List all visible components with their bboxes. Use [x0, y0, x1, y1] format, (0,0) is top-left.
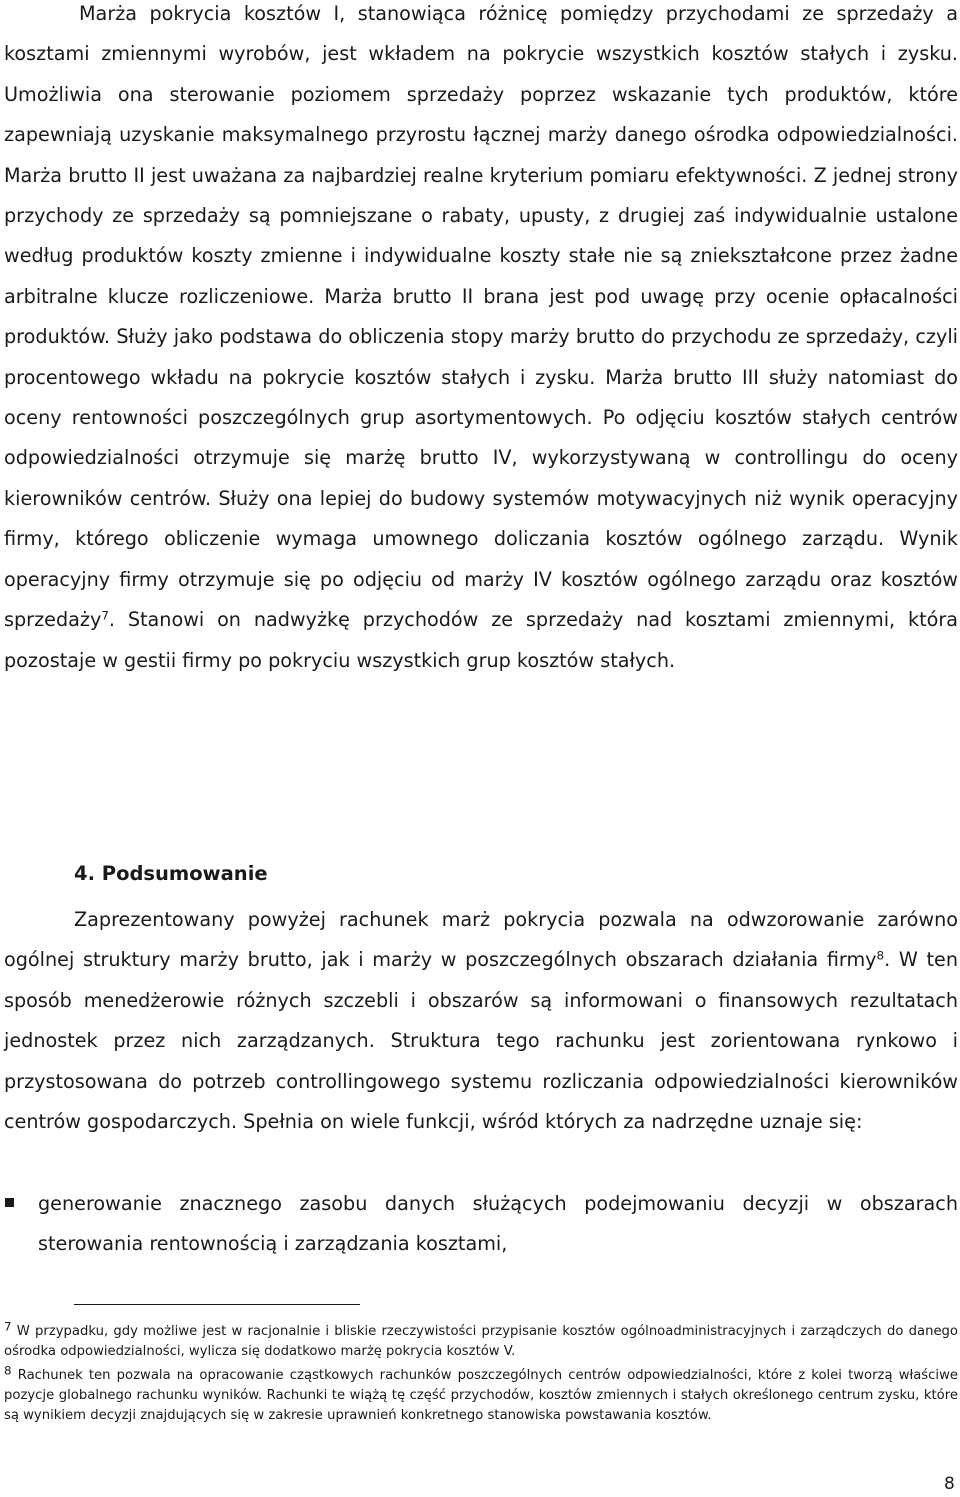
section-number: 4.	[74, 862, 95, 885]
paragraph-contribution-margins	[4, 0, 958, 681]
footnote-text: W przypadku, gdy możliwe jest w racjonalnie i bliskie rzeczywistości przypisanie kosztów ogólnoadministracyjnych i zarządczych do danego ośrodka odpowiedzialności, wylicza się dodatkowo marżę pokrycia kosztów V.	[4, 1324, 958, 1359]
page-number: 8	[944, 1474, 955, 1494]
footnote-7	[4, 1319, 958, 1362]
footnote-marker: 8	[4, 1363, 12, 1378]
footnote-marker: 7	[4, 1319, 12, 1334]
paragraph-text-continued: . Stanowi on nadwyżkę przychodów ze sprzedaży nad kosztami zmiennymi, która pozostaje w gestii firmy po pokryciu wszystkich grup kosztów stałych.	[4, 608, 958, 672]
bullet-text: generowanie znacznego zasobu danych służących podejmowaniu decyzji w obszarach sterowania rentownością i zarządzania kosztami,	[38, 1192, 958, 1256]
paragraph-text: Marża pokrycia kosztów I, stanowiąca różnicę pomiędzy przychodami ze sprzedaży a kosztami zmiennymi wyrobów, jest wkładem na pokrycie wszystkich kosztów stałych i zysku. Umożliwia ona sterowanie poziomem sprzedaży poprzez wskazanie tych produktów, które zapewniają uzyskanie maksymalnego przyrostu łącznej marży danego ośrodka odpowiedzialności. Marża brutto II jest uważana za najbardziej realne kryterium pomiaru efektywności. Z jednej strony przychody ze sprzedaży są pomniejszane o rabaty, upusty, z drugiej zaś indywidualnie ustalone według produktów koszty zmienne i indywidualne koszty stałe nie są zniekształcone przez żadne arbitralne klucze rozliczeniowe. Marża brutto II brana jest pod uwagę przy ocenie opłacalności produktów. Służy jako podstawa do obliczenia stopy marży brutto do przychodu ze sprzedaży, czyli procentowego wkładu na pokrycie kosztów stałych i zysku. Marża brutto III służy natomiast do oceny rentowności poszczególnych grup asortymentowych. Po odjęciu kosztów stałych centrów odpowiedzialności otrzymuje się marżę brutto IV, wykorzystywaną w controllingu do oceny kierowników centrów. Służy ona lepiej do budowy systemów motywacyjnych niż wynik operacyjny firmy, którego obliczenie wymaga umownego doliczania kosztów ogólnego zarządu. Wynik operacyjny firmy otrzymuje się po odjęciu od marży IV kosztów ogólnego zarządu oraz kosztów sprzedaży	[4, 2, 958, 632]
section-title: Podsumowanie	[101, 862, 268, 885]
footnote-text: Rachunek ten pozwala na opracowanie cząstkowych rachunków poszczególnych centrów odpowiedzialności, które z kolei tworzą właściwe pozycje globalnego rachunku wyników. Rachunki te wiążą tę część przychodów, kosztów zmiennych i stałych określonego centrum zysku, które są wynikiem decyzji znajdujących się w zakresie uprawnień konkretnego stanowiska powstawania kosztów.	[4, 1368, 958, 1423]
paragraph-summary	[4, 900, 958, 1142]
footnote-8	[4, 1363, 958, 1426]
bullet-list-item	[0, 1184, 958, 1266]
footnote-reference-7[interactable]: 7	[101, 608, 109, 623]
paragraph-text-continued: . W ten sposób menedżerowie różnych szczebli i obszarów są informowani o finansowych rezultatach jednostek przez nich zarządzanych. Struktura tego rachunku jest zorientowana rynkowo i przystosowana do potrzeb controllingowego systemu rozliczania odpowiedzialności kierowników centrów gospodarczych. Spełnia on wiele funkcji, wśród których za nadrzędne uznaje się:	[4, 948, 958, 1134]
footnote-separator	[74, 1304, 360, 1305]
section-heading	[74, 854, 268, 894]
square-bullet-icon	[5, 1198, 14, 1207]
paragraph-text: Zaprezentowany powyżej rachunek marż pokrycia pozwala na odwzorowanie zarówno ogólnej struktury marży brutto, jak i marży w poszczególnych obszarach działania firmy	[4, 908, 958, 972]
footnote-reference-8[interactable]: 8	[876, 948, 885, 963]
